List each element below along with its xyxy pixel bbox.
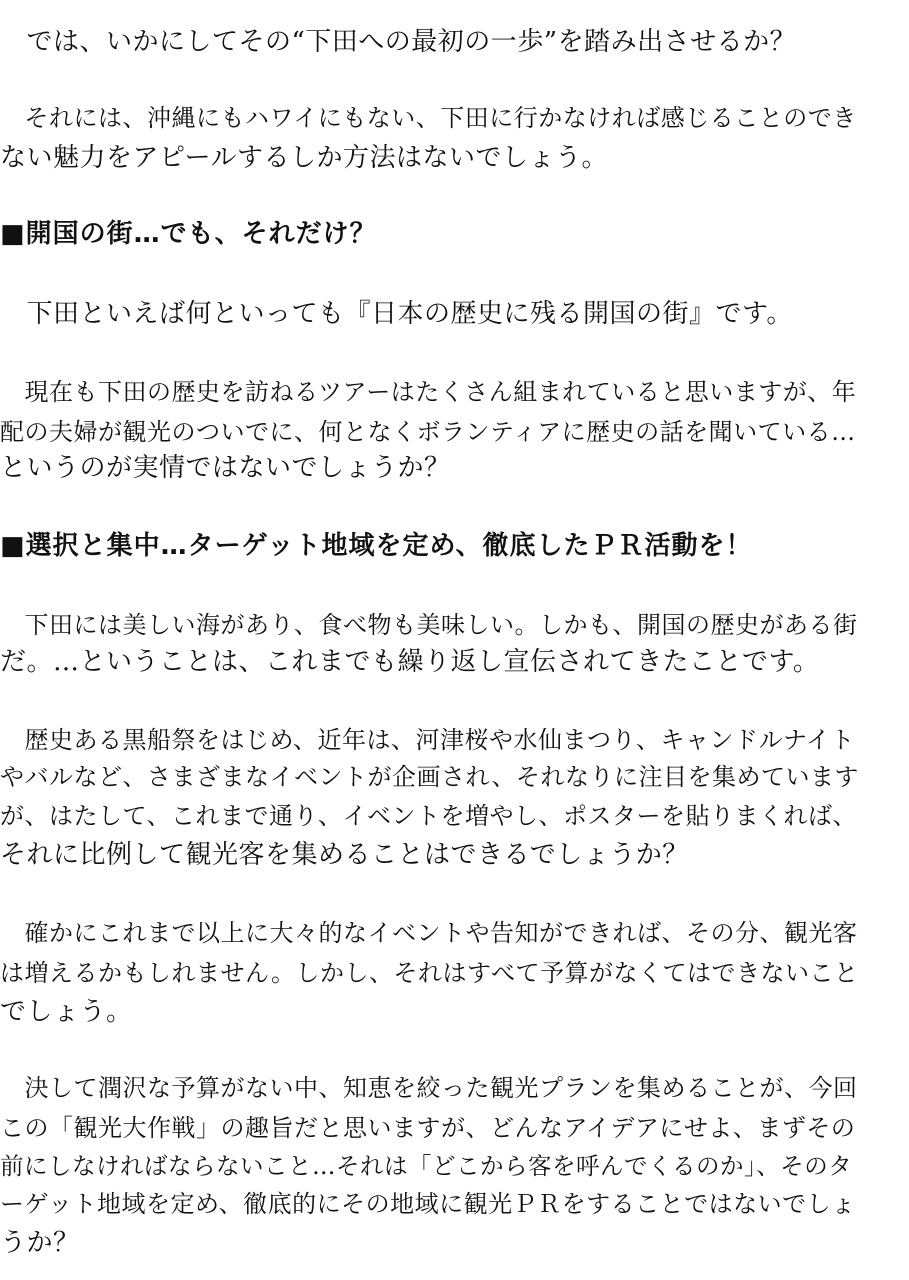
section-heading-2: ■選択と集中…ターゲット地域を定め、徹底したＰＲ活動を！	[0, 531, 753, 561]
paragraph-8-line-3: 前にしなければならないこと…それは「どこから客を呼んでくるのか」、そのタ	[0, 1152, 853, 1180]
paragraph-3-line-1: 下田といえば何といっても『日本の歴史に残る開国の街』です。	[0, 299, 793, 329]
paragraph-2-line-2: ない魅力をアピールするしか方法はないでしょう。	[0, 143, 608, 173]
paragraph-8-line-1: 決して潤沢な予算がない中、知恵を絞った観光プランを集めることが、今回	[0, 1074, 858, 1102]
paragraph-8-line-4: ーゲット地域を定め、徹底的にその地域に観光ＰＲをすることではないでしょ	[0, 1190, 856, 1218]
paragraph-4-line-3: というのが実情ではないでしょうか？	[0, 453, 451, 483]
paragraph-6-line-2: やバルなど、さまざまなイベントが企画され、それなりに注目を集めています	[0, 763, 859, 791]
paragraph-6-line-3: が、はたして、これまで通り、イベントを増やし、ポスターを貼りまくれば、	[0, 802, 858, 830]
paragraph-1-line-1: では、いかにしてその“下田への最初の一歩”を踏み出させるか？	[0, 27, 797, 57]
paragraph-6-line-4: それに比例して観光客を集めることはできるでしょうか？	[0, 840, 689, 870]
paragraph-8-line-2: この「観光大作戦」の趣旨だと思いますが、どんなアイデアにせよ、まずその	[0, 1114, 856, 1142]
paragraph-5-line-2: だ。…ということは、これまでも繰り返し宣伝されてきたことです。	[0, 647, 820, 677]
paragraph-8-line-5: うか？	[0, 1228, 80, 1258]
paragraph-6-line-1: 歴史ある黒船祭をはじめ、近年は、河津桜や水仙まつり、キャンドルナイト	[0, 726, 855, 754]
paragraph-5-line-1: 下田には美しい海があり、食べ物も美味しい。しかも、開国の歴史がある街	[0, 611, 858, 639]
paragraph-7-line-1: 確かにこれまで以上に大々的なイベントや告知ができれば、その分、観光客	[0, 919, 858, 947]
paragraph-4-line-1: 現在も下田の歴史を訪ねるツアーはたくさん組まれていると思いますが、年	[0, 378, 857, 406]
section-heading-1: ■開国の街…でも、それだけ？	[0, 219, 377, 249]
paragraph-7-line-3: でしょう。	[0, 997, 133, 1027]
paragraph-7-line-2: は増えるかもしれません。しかし、それはすべて予算がなくてはできないこと	[0, 959, 859, 987]
paragraph-4-line-2: 配の夫婦が観光のついでに、何となくボランティアに歴史の話を聞いている…	[0, 418, 856, 446]
paragraph-2-line-1: それには、沖縄にもハワイにもない、下田に行かなければ感じることのでき	[0, 104, 857, 132]
